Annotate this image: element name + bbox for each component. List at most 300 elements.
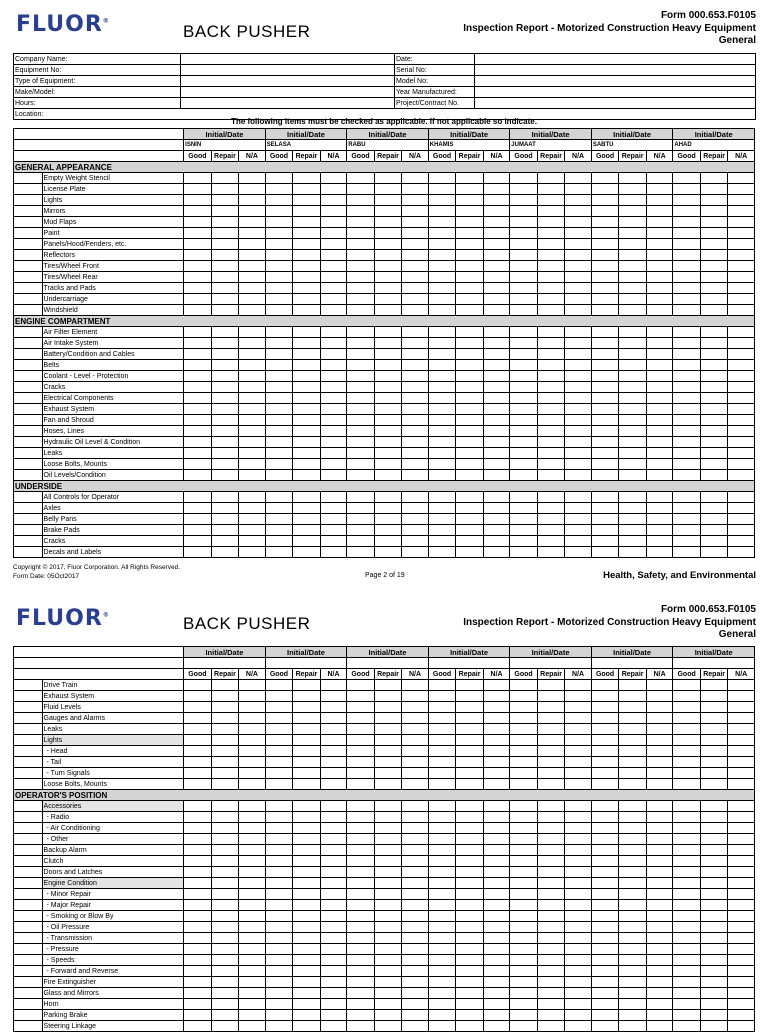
check-cell[interactable] — [700, 889, 728, 900]
check-cell[interactable] — [700, 261, 728, 272]
check-cell[interactable] — [320, 404, 347, 415]
check-cell[interactable] — [483, 184, 510, 195]
check-cell[interactable] — [374, 426, 402, 437]
check-cell[interactable] — [184, 757, 212, 768]
check-cell[interactable] — [646, 382, 673, 393]
check-cell[interactable] — [728, 525, 755, 536]
check-cell[interactable] — [265, 702, 293, 713]
check-cell[interactable] — [537, 195, 565, 206]
check-cell[interactable] — [646, 404, 673, 415]
check-cell[interactable] — [728, 999, 755, 1010]
check-cell[interactable] — [456, 713, 484, 724]
check-cell[interactable] — [510, 911, 538, 922]
check-cell[interactable] — [591, 889, 619, 900]
check-cell[interactable] — [728, 966, 755, 977]
check-cell[interactable] — [483, 503, 510, 514]
check-cell[interactable] — [537, 283, 565, 294]
check-cell[interactable] — [591, 922, 619, 933]
check-cell[interactable] — [456, 834, 484, 845]
check-cell[interactable] — [673, 845, 701, 856]
check-cell[interactable] — [537, 217, 565, 228]
check-cell[interactable] — [537, 294, 565, 305]
check-cell[interactable] — [565, 713, 592, 724]
check-cell[interactable] — [402, 867, 429, 878]
check-cell[interactable] — [483, 305, 510, 316]
check-cell[interactable] — [510, 735, 538, 746]
check-cell[interactable] — [591, 525, 619, 536]
check-cell[interactable] — [646, 360, 673, 371]
check-cell[interactable] — [211, 845, 239, 856]
check-cell[interactable] — [265, 812, 293, 823]
check-cell[interactable] — [265, 305, 293, 316]
check-cell[interactable] — [591, 503, 619, 514]
check-cell[interactable] — [619, 195, 647, 206]
check-cell[interactable] — [456, 426, 484, 437]
check-cell[interactable] — [483, 856, 510, 867]
check-cell[interactable] — [211, 184, 239, 195]
check-cell[interactable] — [293, 757, 321, 768]
check-cell[interactable] — [728, 746, 755, 757]
check-cell[interactable] — [646, 724, 673, 735]
check-cell[interactable] — [510, 239, 538, 250]
check-cell[interactable] — [239, 371, 266, 382]
check-cell[interactable] — [565, 217, 592, 228]
check-cell[interactable] — [456, 305, 484, 316]
check-cell[interactable] — [700, 437, 728, 448]
check-cell[interactable] — [347, 360, 375, 371]
check-cell[interactable] — [402, 823, 429, 834]
check-cell[interactable] — [483, 867, 510, 878]
check-cell[interactable] — [347, 911, 375, 922]
check-cell[interactable] — [456, 184, 484, 195]
check-cell[interactable] — [374, 900, 402, 911]
check-cell[interactable] — [591, 757, 619, 768]
check-cell[interactable] — [374, 999, 402, 1010]
check-cell[interactable] — [456, 536, 484, 547]
check-cell[interactable] — [537, 206, 565, 217]
check-cell[interactable] — [402, 371, 429, 382]
check-cell[interactable] — [293, 988, 321, 999]
check-cell[interactable] — [265, 492, 293, 503]
check-cell[interactable] — [374, 536, 402, 547]
check-cell[interactable] — [700, 360, 728, 371]
check-cell[interactable] — [537, 349, 565, 360]
check-cell[interactable] — [619, 856, 647, 867]
check-cell[interactable] — [211, 514, 239, 525]
check-cell[interactable] — [537, 922, 565, 933]
check-cell[interactable] — [646, 173, 673, 184]
check-cell[interactable] — [537, 944, 565, 955]
check-cell[interactable] — [211, 228, 239, 239]
check-cell[interactable] — [619, 768, 647, 779]
check-cell[interactable] — [428, 977, 456, 988]
check-cell[interactable] — [211, 735, 239, 746]
check-cell[interactable] — [510, 305, 538, 316]
check-cell[interactable] — [673, 503, 701, 514]
check-cell[interactable] — [239, 437, 266, 448]
check-cell[interactable] — [591, 966, 619, 977]
check-cell[interactable] — [483, 977, 510, 988]
check-cell[interactable] — [428, 239, 456, 250]
check-cell[interactable] — [428, 911, 456, 922]
check-cell[interactable] — [565, 283, 592, 294]
check-cell[interactable] — [374, 327, 402, 338]
check-cell[interactable] — [565, 757, 592, 768]
check-cell[interactable] — [619, 735, 647, 746]
check-cell[interactable] — [320, 470, 347, 481]
check-cell[interactable] — [483, 955, 510, 966]
check-cell[interactable] — [700, 922, 728, 933]
check-cell[interactable] — [483, 547, 510, 558]
check-cell[interactable] — [184, 283, 212, 294]
check-cell[interactable] — [673, 525, 701, 536]
check-cell[interactable] — [619, 944, 647, 955]
check-cell[interactable] — [591, 713, 619, 724]
check-cell[interactable] — [619, 525, 647, 536]
check-cell[interactable] — [646, 856, 673, 867]
check-cell[interactable] — [728, 426, 755, 437]
check-cell[interactable] — [320, 680, 347, 691]
check-cell[interactable] — [184, 536, 212, 547]
check-cell[interactable] — [646, 867, 673, 878]
check-cell[interactable] — [673, 217, 701, 228]
check-cell[interactable] — [184, 294, 212, 305]
check-cell[interactable] — [428, 217, 456, 228]
check-cell[interactable] — [728, 889, 755, 900]
check-cell[interactable] — [646, 393, 673, 404]
check-cell[interactable] — [673, 327, 701, 338]
check-cell[interactable] — [510, 294, 538, 305]
check-cell[interactable] — [320, 437, 347, 448]
check-cell[interactable] — [320, 228, 347, 239]
check-cell[interactable] — [428, 713, 456, 724]
check-cell[interactable] — [565, 503, 592, 514]
check-cell[interactable] — [211, 250, 239, 261]
check-cell[interactable] — [374, 514, 402, 525]
info-value-field[interactable] — [475, 98, 756, 109]
check-cell[interactable] — [565, 834, 592, 845]
check-cell[interactable] — [510, 867, 538, 878]
check-cell[interactable] — [428, 283, 456, 294]
check-cell[interactable] — [239, 250, 266, 261]
check-cell[interactable] — [239, 691, 266, 702]
check-cell[interactable] — [591, 261, 619, 272]
check-cell[interactable] — [374, 757, 402, 768]
check-cell[interactable] — [347, 691, 375, 702]
check-cell[interactable] — [211, 206, 239, 217]
check-cell[interactable] — [646, 977, 673, 988]
check-cell[interactable] — [456, 735, 484, 746]
check-cell[interactable] — [320, 801, 347, 812]
check-cell[interactable] — [211, 702, 239, 713]
check-cell[interactable] — [374, 889, 402, 900]
check-cell[interactable] — [184, 371, 212, 382]
check-cell[interactable] — [456, 448, 484, 459]
check-cell[interactable] — [456, 977, 484, 988]
check-cell[interactable] — [374, 195, 402, 206]
check-cell[interactable] — [646, 536, 673, 547]
check-cell[interactable] — [211, 536, 239, 547]
check-cell[interactable] — [293, 470, 321, 481]
check-cell[interactable] — [428, 966, 456, 977]
check-cell[interactable] — [591, 900, 619, 911]
check-cell[interactable] — [211, 173, 239, 184]
check-cell[interactable] — [728, 404, 755, 415]
check-cell[interactable] — [374, 867, 402, 878]
check-cell[interactable] — [591, 779, 619, 790]
check-cell[interactable] — [700, 239, 728, 250]
check-cell[interactable] — [428, 184, 456, 195]
check-cell[interactable] — [402, 933, 429, 944]
check-cell[interactable] — [374, 404, 402, 415]
check-cell[interactable] — [347, 889, 375, 900]
check-cell[interactable] — [510, 856, 538, 867]
check-cell[interactable] — [293, 812, 321, 823]
check-cell[interactable] — [320, 294, 347, 305]
check-cell[interactable] — [347, 547, 375, 558]
check-cell[interactable] — [646, 691, 673, 702]
check-cell[interactable] — [591, 911, 619, 922]
check-cell[interactable] — [184, 239, 212, 250]
check-cell[interactable] — [700, 735, 728, 746]
check-cell[interactable] — [483, 735, 510, 746]
check-cell[interactable] — [347, 514, 375, 525]
check-cell[interactable] — [320, 448, 347, 459]
check-cell[interactable] — [700, 393, 728, 404]
check-cell[interactable] — [184, 911, 212, 922]
check-cell[interactable] — [537, 779, 565, 790]
check-cell[interactable] — [293, 448, 321, 459]
check-cell[interactable] — [619, 360, 647, 371]
check-cell[interactable] — [537, 239, 565, 250]
check-cell[interactable] — [239, 900, 266, 911]
check-cell[interactable] — [320, 768, 347, 779]
check-cell[interactable] — [184, 426, 212, 437]
check-cell[interactable] — [211, 977, 239, 988]
check-cell[interactable] — [265, 834, 293, 845]
check-cell[interactable] — [619, 250, 647, 261]
check-cell[interactable] — [428, 680, 456, 691]
check-cell[interactable] — [565, 735, 592, 746]
check-cell[interactable] — [537, 812, 565, 823]
check-cell[interactable] — [428, 470, 456, 481]
check-cell[interactable] — [646, 1010, 673, 1021]
check-cell[interactable] — [374, 217, 402, 228]
check-cell[interactable] — [239, 878, 266, 889]
check-cell[interactable] — [265, 459, 293, 470]
check-cell[interactable] — [374, 294, 402, 305]
check-cell[interactable] — [619, 812, 647, 823]
check-cell[interactable] — [374, 911, 402, 922]
check-cell[interactable] — [347, 426, 375, 437]
check-cell[interactable] — [239, 988, 266, 999]
check-cell[interactable] — [619, 448, 647, 459]
check-cell[interactable] — [728, 933, 755, 944]
check-cell[interactable] — [537, 360, 565, 371]
check-cell[interactable] — [646, 206, 673, 217]
check-cell[interactable] — [456, 360, 484, 371]
check-cell[interactable] — [347, 305, 375, 316]
check-cell[interactable] — [374, 250, 402, 261]
check-cell[interactable] — [428, 382, 456, 393]
check-cell[interactable] — [565, 382, 592, 393]
check-cell[interactable] — [293, 404, 321, 415]
check-cell[interactable] — [239, 261, 266, 272]
check-cell[interactable] — [728, 680, 755, 691]
check-cell[interactable] — [537, 845, 565, 856]
check-cell[interactable] — [619, 173, 647, 184]
check-cell[interactable] — [428, 845, 456, 856]
check-cell[interactable] — [673, 757, 701, 768]
check-cell[interactable] — [619, 404, 647, 415]
check-cell[interactable] — [184, 922, 212, 933]
check-cell[interactable] — [619, 470, 647, 481]
check-cell[interactable] — [239, 922, 266, 933]
check-cell[interactable] — [728, 371, 755, 382]
check-cell[interactable] — [402, 680, 429, 691]
check-cell[interactable] — [591, 228, 619, 239]
check-cell[interactable] — [565, 184, 592, 195]
check-cell[interactable] — [565, 878, 592, 889]
check-cell[interactable] — [456, 294, 484, 305]
check-cell[interactable] — [673, 283, 701, 294]
check-cell[interactable] — [184, 856, 212, 867]
check-cell[interactable] — [510, 514, 538, 525]
check-cell[interactable] — [619, 823, 647, 834]
check-cell[interactable] — [700, 195, 728, 206]
check-cell[interactable] — [565, 448, 592, 459]
check-cell[interactable] — [673, 459, 701, 470]
check-cell[interactable] — [510, 470, 538, 481]
check-cell[interactable] — [619, 999, 647, 1010]
check-cell[interactable] — [728, 1010, 755, 1021]
check-cell[interactable] — [537, 272, 565, 283]
check-cell[interactable] — [184, 305, 212, 316]
check-cell[interactable] — [700, 228, 728, 239]
check-cell[interactable] — [265, 173, 293, 184]
check-cell[interactable] — [184, 173, 212, 184]
check-cell[interactable] — [483, 382, 510, 393]
check-cell[interactable] — [239, 547, 266, 558]
check-cell[interactable] — [700, 173, 728, 184]
check-cell[interactable] — [293, 999, 321, 1010]
check-cell[interactable] — [265, 547, 293, 558]
check-cell[interactable] — [239, 327, 266, 338]
check-cell[interactable] — [700, 900, 728, 911]
check-cell[interactable] — [320, 977, 347, 988]
check-cell[interactable] — [700, 349, 728, 360]
check-cell[interactable] — [619, 988, 647, 999]
check-cell[interactable] — [184, 779, 212, 790]
check-cell[interactable] — [728, 360, 755, 371]
check-cell[interactable] — [591, 933, 619, 944]
check-cell[interactable] — [646, 228, 673, 239]
check-cell[interactable] — [565, 173, 592, 184]
check-cell[interactable] — [402, 955, 429, 966]
check-cell[interactable] — [700, 272, 728, 283]
check-cell[interactable] — [320, 382, 347, 393]
check-cell[interactable] — [565, 228, 592, 239]
check-cell[interactable] — [184, 878, 212, 889]
check-cell[interactable] — [510, 713, 538, 724]
check-cell[interactable] — [456, 327, 484, 338]
check-cell[interactable] — [374, 680, 402, 691]
check-cell[interactable] — [211, 955, 239, 966]
check-cell[interactable] — [402, 911, 429, 922]
check-cell[interactable] — [211, 768, 239, 779]
check-cell[interactable] — [374, 768, 402, 779]
check-cell[interactable] — [211, 415, 239, 426]
check-cell[interactable] — [293, 547, 321, 558]
check-cell[interactable] — [347, 459, 375, 470]
check-cell[interactable] — [483, 966, 510, 977]
check-cell[interactable] — [456, 878, 484, 889]
check-cell[interactable] — [510, 382, 538, 393]
check-cell[interactable] — [293, 206, 321, 217]
check-cell[interactable] — [265, 415, 293, 426]
check-cell[interactable] — [347, 680, 375, 691]
check-cell[interactable] — [673, 261, 701, 272]
check-cell[interactable] — [646, 1021, 673, 1032]
check-cell[interactable] — [293, 867, 321, 878]
check-cell[interactable] — [402, 415, 429, 426]
check-cell[interactable] — [646, 426, 673, 437]
check-cell[interactable] — [646, 195, 673, 206]
check-cell[interactable] — [483, 228, 510, 239]
check-cell[interactable] — [184, 724, 212, 735]
check-cell[interactable] — [728, 691, 755, 702]
check-cell[interactable] — [347, 801, 375, 812]
check-cell[interactable] — [483, 779, 510, 790]
check-cell[interactable] — [537, 173, 565, 184]
check-cell[interactable] — [483, 900, 510, 911]
check-cell[interactable] — [700, 911, 728, 922]
check-cell[interactable] — [211, 944, 239, 955]
check-cell[interactable] — [673, 922, 701, 933]
check-cell[interactable] — [293, 779, 321, 790]
check-cell[interactable] — [184, 1021, 212, 1032]
check-cell[interactable] — [565, 680, 592, 691]
check-cell[interactable] — [428, 305, 456, 316]
check-cell[interactable] — [456, 525, 484, 536]
check-cell[interactable] — [211, 1010, 239, 1021]
check-cell[interactable] — [565, 371, 592, 382]
check-cell[interactable] — [483, 812, 510, 823]
check-cell[interactable] — [265, 371, 293, 382]
check-cell[interactable] — [428, 393, 456, 404]
check-cell[interactable] — [293, 1010, 321, 1021]
check-cell[interactable] — [402, 448, 429, 459]
check-cell[interactable] — [673, 823, 701, 834]
check-cell[interactable] — [239, 1021, 266, 1032]
check-cell[interactable] — [347, 878, 375, 889]
check-cell[interactable] — [374, 338, 402, 349]
check-cell[interactable] — [184, 327, 212, 338]
check-cell[interactable] — [537, 834, 565, 845]
check-cell[interactable] — [510, 966, 538, 977]
check-cell[interactable] — [591, 360, 619, 371]
check-cell[interactable] — [428, 1021, 456, 1032]
check-cell[interactable] — [320, 514, 347, 525]
check-cell[interactable] — [728, 713, 755, 724]
check-cell[interactable] — [673, 547, 701, 558]
check-cell[interactable] — [347, 217, 375, 228]
check-cell[interactable] — [456, 415, 484, 426]
check-cell[interactable] — [483, 878, 510, 889]
check-cell[interactable] — [374, 746, 402, 757]
check-cell[interactable] — [456, 746, 484, 757]
check-cell[interactable] — [402, 812, 429, 823]
